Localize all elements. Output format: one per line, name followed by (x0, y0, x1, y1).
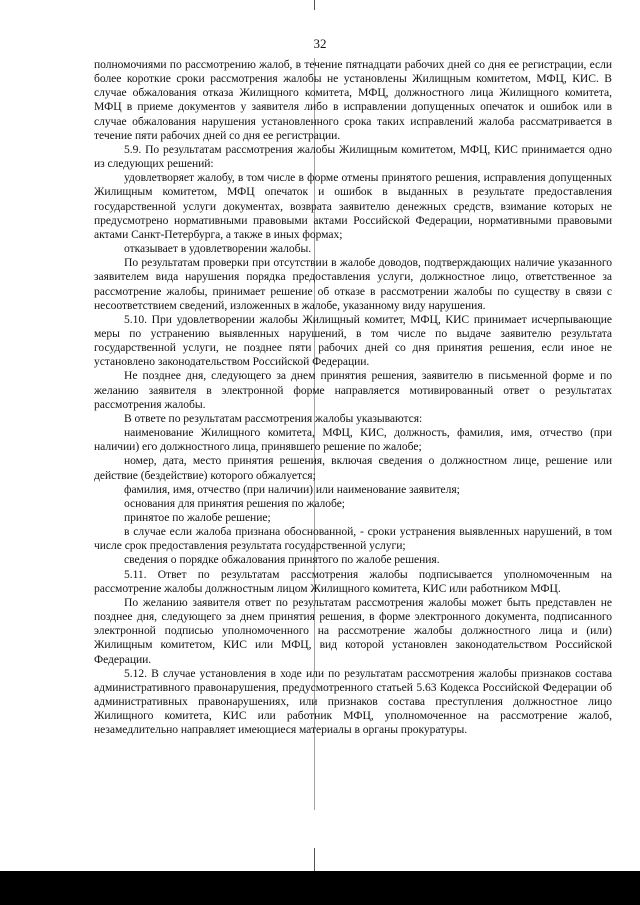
paragraph: отказывает в удовлетворении жалобы. (124, 242, 312, 256)
paragraph: наименование Жилищного комитета, МФЦ, КИС, должность, фамилия, имя, отчество (при наличии) его должностного лица, принявшего решение по жалобе; (94, 426, 612, 454)
document-body (94, 58, 612, 738)
paragraph: 5.11. Ответ по результатам рассмотрения жалобы подписывается уполномоченным на рассмотрение жалобы должностным лицом Жилищного комитета, КИС или работником МФЦ. (94, 567, 612, 595)
paragraph: В ответе по результатам рассмотрения жалобы указываются: (124, 411, 423, 425)
paragraph: По желанию заявителя ответ по результатам рассмотрения жалобы может быть представлен не позднее дня, следующего за днем принятия решения, в форме электронного документа, подписанного электронной подписью уполномоченного на рассмотрение жалобы должностного лица и (или) Жилищным комитетом, КИС или МФЦ, вид которой установлен законодательством Российской Федерации. (94, 595, 612, 666)
paragraph: 5.12. В случае установления в ходе или по результатам рассмотрения жалобы признаков состава административного правонарушения, предусмотренного статьей 5.63 Кодекса Российской Федерации об административных правонарушениях, или признаков состава преступления должностное лицо Жилищного комитета, КИС или работник МФЦ, уполномоченное на рассмотрение жалоб, незамедлительно направляет имеющиеся материалы в органы прокуратуры. (94, 666, 612, 737)
paragraph: в случае если жалоба признана обоснованной, - сроки устранения выявленных нарушений, в том числе срок предоставления результата государственной услуги; (94, 525, 612, 553)
paragraph: принятое по жалобе решение; (124, 511, 271, 524)
paragraph: номер, дата, место принятия решения, включая сведения о должностном лице, решение или действие (бездействие) которого обжалуется; (94, 454, 612, 482)
paragraph: полномочиями по рассмотрению жалоб, в течение пятнадцати рабочих дней со дня ее регистрации, если более короткие сроки рассмотрения жалобы не установлены Жилищным комитетом, МФЦ, КИС. В случае обжалования отказа Жилищного комитета, МФЦ, должностного лица Жилищного комитета, МФЦ в приеме документов у заявителя либо в исправлении допущенных опечаток и ошибок или в случае обжалования нарушения установленного срока таких исправлений жалоба рассматривается в течение пяти рабочих дней со дня ее регистрации. (94, 58, 612, 142)
paragraph: фамилия, имя, отчество (при наличии) или наименование заявителя; (124, 482, 460, 496)
scan-fold-line-bottom (314, 848, 315, 872)
paragraph: По результатам проверки при отсутствии в жалобе доводов, подтверждающих наличие указанного заявителем вида нарушения порядка предоставления услуги, должностное лицо, ответственное за рассмотрение жалобы, принимает решение об отказе в рассмотрении жалобы по существу в связи с несоответствием сведений, изложенных в жалобе, указанному виду нарушения. (94, 256, 612, 312)
scan-fold-line-top (314, 0, 315, 10)
paragraph: основания для принятия решения по жалобе; (124, 496, 345, 510)
paragraph: удовлетворяет жалобу, в том числе в форме отмены принятого решения, исправления допущенных Жилищным комитетом, МФЦ опечаток и ошибок в выданных в результате предоставления государственной услуги документах, возврата заявителю денежных средств, взимание которых не предусмотрено нормативными правовыми актами Российской Федерации, нормативными правовыми актами Санкт-Петербурга, а также в иных формах; (94, 171, 612, 241)
page-number: 32 (313, 36, 327, 51)
paragraph: Не позднее дня, следующего за днем принятия решения, заявителю в письменной форме и по желанию заявителя в электронной форме направляется мотивированный ответ о результатах рассмотрения жалобы. (94, 369, 612, 411)
paragraph: сведения о порядке обжалования принятого по жалобе решения. (124, 553, 440, 567)
paragraph: 5.9. По результатам рассмотрения жалобы Жилищным комитетом, МФЦ, КИС принимается одно из следующих решений: (94, 142, 612, 171)
paragraph: 5.10. При удовлетворении жалобы Жилищный комитет, МФЦ, КИС принимает исчерпывающие меры по устранению выявленных нарушений, в том числе по выдаче заявителю результата государственной услуги, не позднее пяти рабочих дней со дня принятия решения, если иное не установлено законодательством Российской Федерации. (94, 312, 612, 369)
scan-bottom-bar (0, 871, 640, 905)
